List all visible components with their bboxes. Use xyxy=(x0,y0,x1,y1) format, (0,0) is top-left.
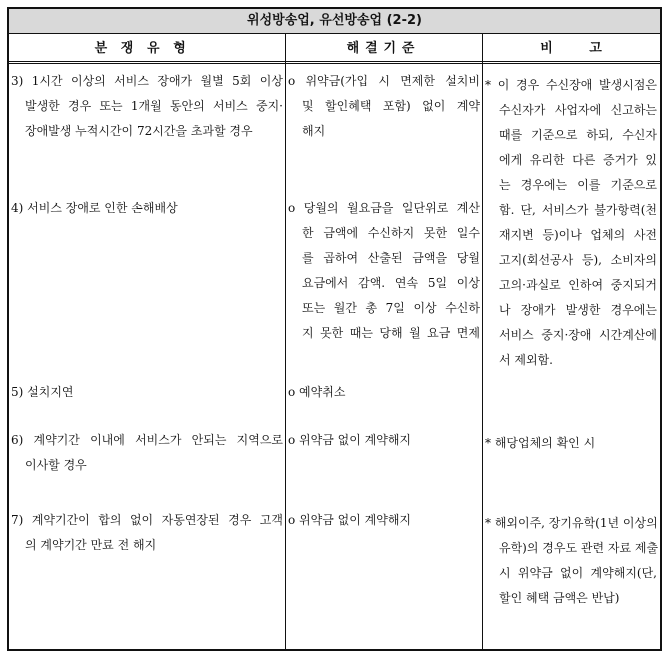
header-dispute-type: 분쟁유형 xyxy=(9,34,285,64)
row-4-type: 4) 서비스 장애로 인한 손해배상 xyxy=(11,201,178,215)
row-6-standard: o 위약금 없이 계약해지 xyxy=(288,433,411,447)
dispute-table xyxy=(7,7,662,651)
header-remarks: 비고 xyxy=(482,34,660,64)
row-3-type: 3) 1시간 이상의 서비스 장애가 월별 5회 이상 발생한 경우 또는 1개월 동안의 서비스 중지· 장애발생 누적시간이 72시간을 초과할 경우 xyxy=(11,74,283,138)
row-7-type: 7) 계약기간이 합의 없이 자동연장된 경우 고객 의 계약기간 만료 전 해지 xyxy=(11,513,283,552)
row-6-remarks: * 해당업체의 확인 시 xyxy=(485,436,596,450)
row-3-standard: o 위약금(가입 시 면제한 설치비 및 할인혜택 포함) 없이 계약 해지 xyxy=(288,74,480,138)
row-5-type: 5) 설치지연 xyxy=(11,385,74,399)
row-6-type: 6) 계약기간 이내에 서비스가 안되는 지역으로 이사할 경우 xyxy=(11,433,283,472)
column-divider xyxy=(482,34,483,649)
remarks-service-outage: * 이 경우 수신장애 발생시점은 수신자가 사업자에 신고하는 때를 기준으로 하되, 수신자 에게 유리한 다른 증거가 있 는 경우에는 이를 기준으로 함. 단, 서비스가 불가항력(천 재지변 등)이나 업체의 사전 고지(회선공사 등), 소비자의 고의·과실로 인하여 중지되거 나 장애가 발생한 경우에는 서비스 중지·장애 시간계산에 서 제외함. xyxy=(485,78,657,367)
row-7-remarks: * 해외이주, 장기유학(1년 이상의 유학)의 경우도 관련 자료 제출 시 위약금 없이 계약해지(단, 할인 혜택 금액은 반납) xyxy=(485,516,659,605)
table-title: 위성방송업, 유선방송업 (2-2) xyxy=(9,9,660,34)
row-5-standard: o 예약취소 xyxy=(288,385,346,399)
row-4-standard: o 당월의 월요금을 일단위로 계산 한 금액에 수신하지 못한 일수 를 곱하여 산출된 금액을 당월 요금에서 감액. 연속 5일 이상 또는 월간 총 7일 이상 수신하 지 못한 때는 당해 월 요금 면제 xyxy=(288,201,480,340)
header-resolution-standard: 해결기준 xyxy=(285,34,482,64)
column-divider xyxy=(285,34,286,649)
row-7-standard: o 위약금 없이 계약해지 xyxy=(288,513,411,527)
